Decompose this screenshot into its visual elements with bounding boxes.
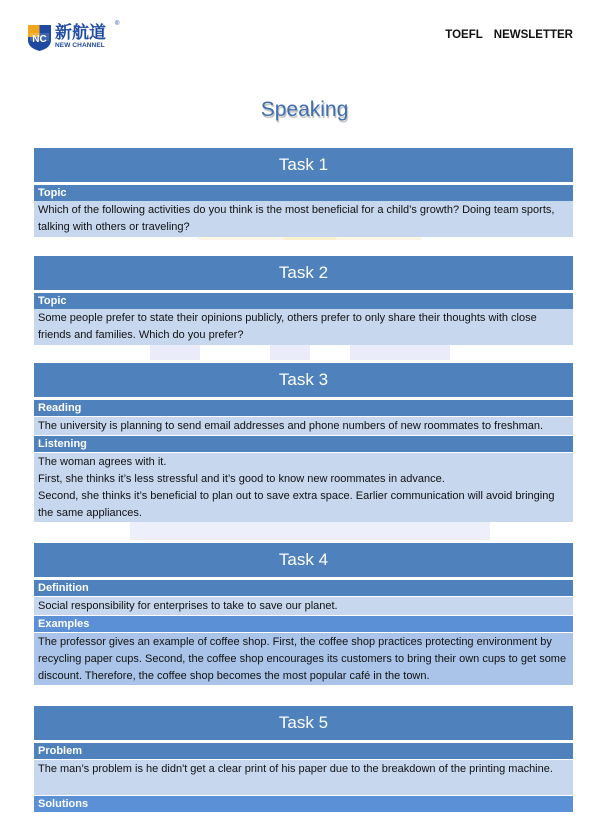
section-label-listening: Listening — [34, 436, 573, 452]
section-label-problem: Problem — [34, 743, 573, 759]
section-text — [34, 453, 573, 522]
registered-mark: ® — [115, 21, 120, 27]
text-line: Some people prefer to state their opinions publicly, others prefer to only share their thoughts with close friends and families. Which do you prefer? — [38, 312, 537, 341]
task-card — [34, 256, 573, 345]
section-label-topic: Topic — [34, 293, 573, 309]
task-card — [34, 363, 573, 522]
task-header: Task 4 — [34, 543, 573, 577]
new-channel-logo — [27, 23, 119, 53]
text-line: Which of the following activities do you think is the most beneficial for a child’s growth? Doing team sports, talking with others or traveling? — [38, 204, 555, 233]
section-text — [34, 633, 573, 685]
task-header: Task 5 — [34, 706, 573, 740]
text-line: The woman agrees with it. — [38, 456, 167, 468]
section-label-definition: Definition — [34, 580, 573, 596]
section-text — [34, 417, 573, 435]
section-label-reading: Reading — [34, 400, 573, 416]
page-title: Speaking — [260, 98, 349, 121]
section-text — [34, 597, 573, 615]
text-line: The professor gives an example of coffee shop. First, the coffee shop practices protecting environment by recycling paper cups. Second, the coffee shop encourages its customers to bring their own cups to get some discount. Therefore, the coffee shop becomes the most popular café in the town. — [38, 636, 567, 682]
text-line: The university is planning to send email addresses and phone numbers of new roommates to freshman. — [38, 420, 544, 432]
section-label-examples: Examples — [34, 616, 573, 632]
text-line: First, she thinks it’s less stressful and it’s good to know new roommates in advance. — [38, 473, 445, 485]
section-text — [34, 201, 573, 237]
section-text — [34, 309, 573, 345]
section-text — [34, 760, 573, 795]
logo-chinese-name: 新航道 — [55, 23, 106, 43]
task-card — [34, 706, 573, 812]
task-header: Task 3 — [34, 363, 573, 397]
logo-english-name: NEW CHANNEL — [55, 42, 105, 49]
task-card — [34, 148, 573, 237]
task-card — [34, 543, 573, 685]
newsletter-title: TOEFL NEWSLETTER — [445, 29, 573, 41]
text-line: The man’s problem is he didn't get a clear print of his paper due to the breakdown of the printing machine. — [38, 763, 553, 775]
text-line: Social responsibility for enterprises to take to save our planet. — [38, 600, 338, 612]
section-label-solutions: Solutions — [34, 796, 573, 812]
logo-mark-text: NC — [32, 34, 47, 45]
task-header: Task 2 — [34, 256, 573, 290]
section-label-topic: Topic — [34, 185, 573, 201]
task-header: Task 1 — [34, 148, 573, 182]
nc-shield-icon — [27, 23, 52, 52]
text-line: Second, she thinks it’s beneficial to plan out to save extra space. Earlier communication will avoid bringing the same appliances. — [38, 490, 555, 519]
